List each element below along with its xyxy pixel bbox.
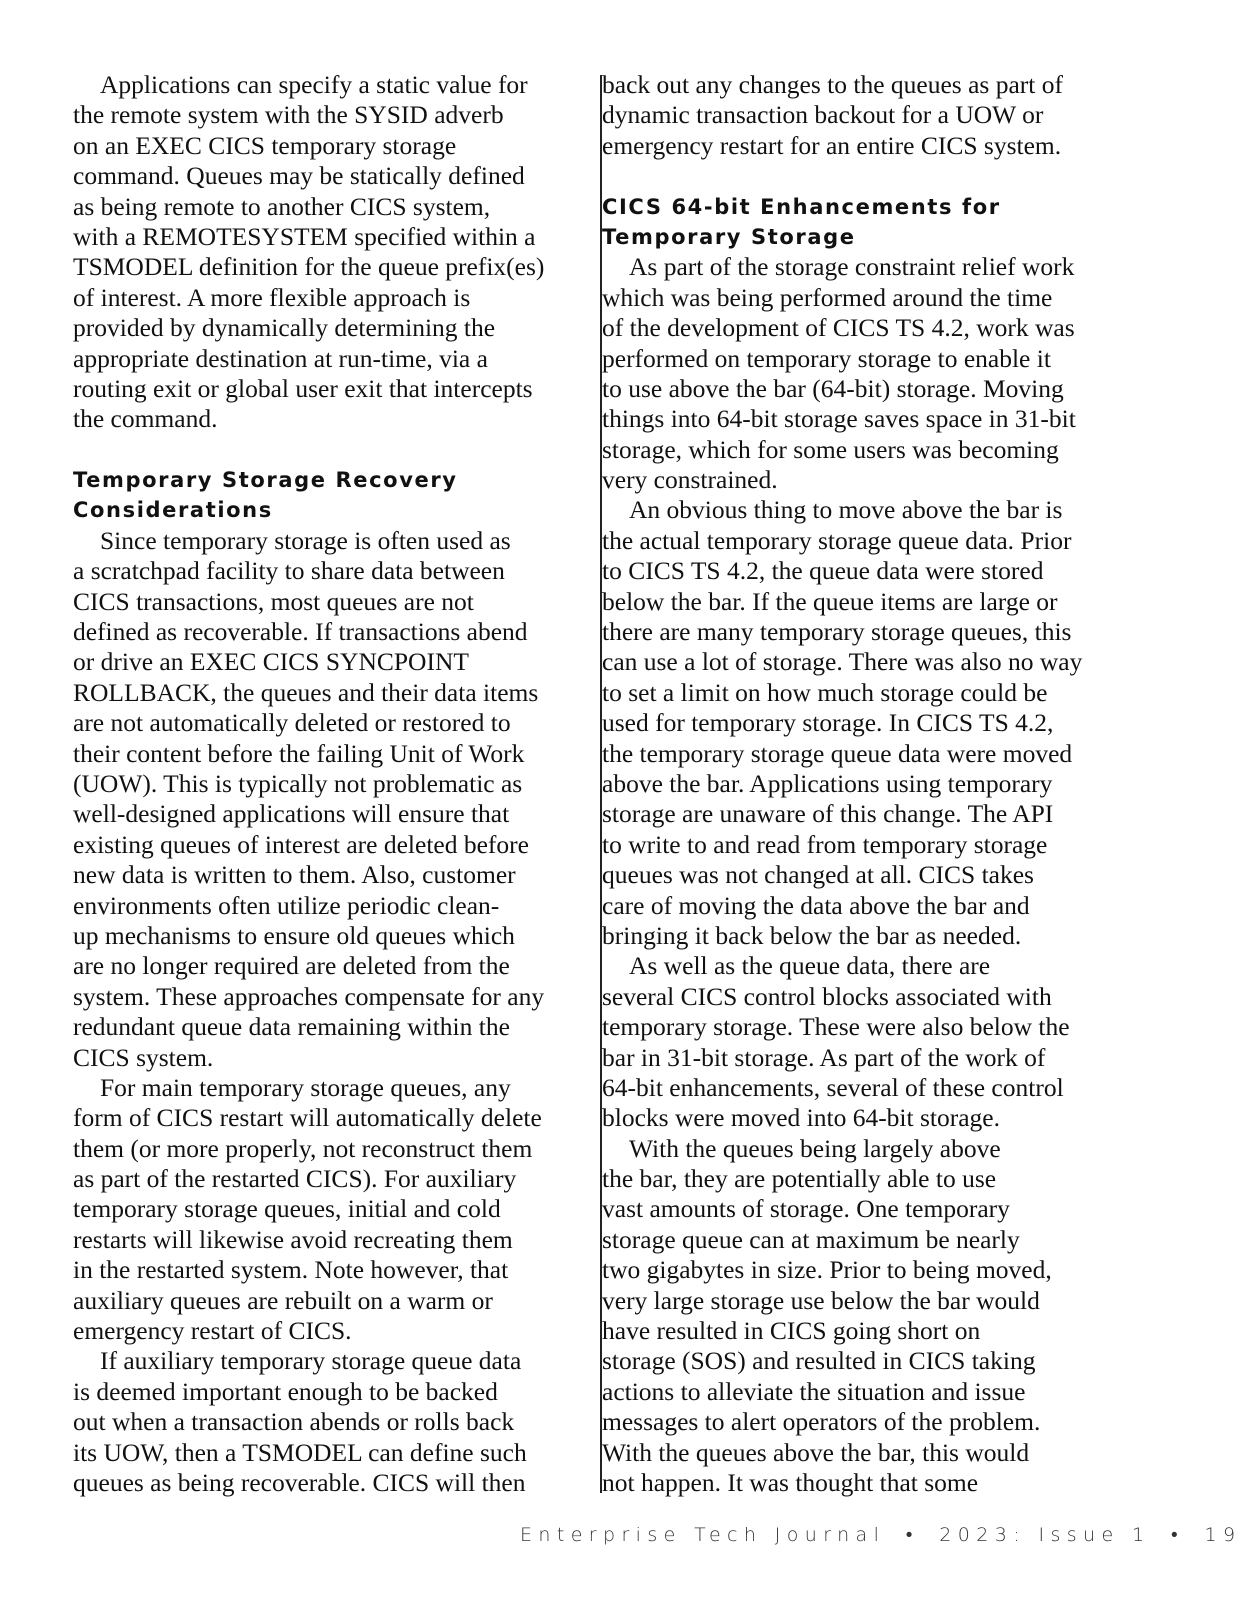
text-line: queues as being recoverable. CICS will then [73,1467,526,1497]
paragraph [602,1134,1107,1499]
text-line: their content before the failing Unit of Work [73,738,525,768]
text-line: With the queues above the bar, this would [602,1437,1030,1467]
text-line: the command. [73,404,218,434]
text-line: below the bar. If the queue items are large or [602,586,1058,616]
text-line: messages to alert operators of the problem. [602,1407,1041,1437]
bullet-separator: • [1170,1524,1185,1546]
text-line: system. These approaches compensate for any [73,981,545,1011]
text-line: its UOW, then a TSMODEL can define such [73,1437,527,1467]
text-line: CICS transactions, most queues are not [73,586,474,616]
text-line: used for temporary storage. In CICS TS 4.2, [602,708,1054,738]
text-line: up mechanisms to ensure old queues which [73,920,515,950]
text-line: Since temporary storage is often used as [100,525,511,555]
text-line: several CICS control blocks associated with [602,981,1052,1011]
text-line: not happen. It was thought that some [602,1467,979,1497]
text-line: storage (SOS) and resulted in CICS taking [602,1346,1036,1376]
text-line: If auxiliary temporary storage queue data [100,1346,522,1376]
paragraph [602,252,1107,495]
section-heading [73,465,573,526]
text-line: blocks were moved into 64-bit storage. [602,1103,1000,1133]
text-line: above the bar. Applications using temporary [602,768,1053,798]
text-line: have resulted in CICS going short on [602,1316,981,1346]
text-line: out when a transaction abends or rolls back [73,1407,515,1437]
heading-line: Considerations [73,498,273,523]
paragraph [602,495,1107,951]
text-line: on an EXEC CICS temporary storage [73,130,457,160]
text-line: of interest. A more flexible approach is [73,282,471,312]
text-line: (UOW). This is typically not problematic as [73,768,523,798]
page-footer [520,1524,1241,1547]
text-line: to write to and read from temporary storage [602,829,1048,859]
text-line: new data is written to them. Also, customer [73,860,516,890]
text-line: storage are unaware of this change. The API [602,799,1054,829]
text-line: storage, which for some users was becoming [602,434,1059,464]
text-line: temporary storage. These were also below the [602,1012,1070,1042]
paragraph [602,70,1107,161]
text-line: performed on temporary storage to enable it [602,343,1051,373]
text-line: emergency restart of CICS. [73,1316,352,1346]
text-line: routing exit or global user exit that intercepts [73,373,533,403]
text-line: Applications can specify a static value for [100,70,528,99]
text-line: them (or more properly, not reconstruct them [73,1133,533,1163]
text-line: care of moving the data above the bar and [602,890,1030,920]
text-line: CICS system. [73,1042,214,1072]
paragraph [73,1346,573,1498]
text-line: queues was not changed at all. CICS takes [602,860,1034,890]
heading-line: Temporary Storage Recovery [73,468,458,493]
text-line: the remote system with the SYSID adverb [73,100,504,130]
text-line: to CICS TS 4.2, the queue data were stored [602,556,1044,586]
text-line: to use above the bar (64-bit) storage. Moving [602,373,1064,403]
text-line: actions to alleviate the situation and issue [602,1376,1026,1406]
text-line: dynamic transaction backout for a UOW or [602,100,1044,130]
text-line: provided by dynamically determining the [73,313,496,343]
text-line: well-designed applications will ensure that [73,799,510,829]
text-line: As well as the queue data, there are [629,951,991,981]
text-line: emergency restart for an entire CICS system. [602,130,1062,160]
text-line: ROLLBACK, the queues and their data items [73,677,539,707]
text-line: which was being performed around the time [602,282,1053,312]
page-number: 19 [1204,1524,1241,1546]
paragraph [73,70,573,435]
spacer [73,435,573,465]
text-line: With the queues being largely above [629,1133,1001,1163]
text-line: back out any changes to the queues as part of [602,70,1063,99]
text-line: are no longer required are deleted from the [73,951,510,981]
text-line: existing queues of interest are deleted before [73,829,529,859]
text-line: as being remote to another CICS system, [73,191,491,221]
text-line: of the development of CICS TS 4.2, work was [602,313,1075,343]
text-line: storage queue can at maximum be nearly [602,1224,1020,1254]
issue-label: 2023: Issue 1 [939,1524,1151,1546]
text-line: vast amounts of storage. One temporary [602,1194,1010,1224]
text-line: bringing it back below the bar as needed. [602,920,1022,950]
section-heading [602,192,1107,253]
text-line: to set a limit on how much storage could be [602,677,1048,707]
text-line: form of CICS restart will automatically delete [73,1103,542,1133]
text-line: a scratchpad facility to share data between [73,556,505,586]
text-line: 64-bit enhancements, several of these control [602,1072,1064,1102]
text-line: TSMODEL definition for the queue prefix(es) [73,252,545,282]
text-line: very large storage use below the bar would [602,1285,1040,1315]
paragraph [73,1073,573,1347]
text-line: there are many temporary storage queues, this [602,617,1072,647]
text-line: the bar, they are potentially able to use [602,1164,997,1194]
text-line: restarts will likewise avoid recreating them [73,1224,513,1254]
text-line: temporary storage queues, initial and cold [73,1194,501,1224]
text-line: is deemed important enough to be backed [73,1376,498,1406]
text-line: are not automatically deleted or restored to [73,708,511,738]
text-line: As part of the storage constraint relief work [629,252,1075,282]
text-line: things into 64-bit storage saves space in 31-bit [602,404,1076,434]
text-line: command. Queues may be statically defined [73,161,525,191]
text-line: in the restarted system. Note however, that [73,1255,509,1285]
text-line: redundant queue data remaining within the [73,1012,510,1042]
right-column [602,70,1107,1498]
text-line: two gigabytes in size. Prior to being moved, [602,1255,1052,1285]
text-line: appropriate destination at run-time, via a [73,343,488,373]
text-line: or drive an EXEC CICS SYNCPOINT [73,647,469,677]
text-line: An obvious thing to move above the bar is [629,495,1063,525]
bullet-separator: • [905,1524,919,1546]
text-line: environments often utilize periodic clean- [73,890,500,920]
heading-line: CICS 64-bit Enhancements for [602,194,1001,219]
spacer [602,161,1107,191]
text-line: the temporary storage queue data were moved [602,738,1073,768]
text-line: auxiliary queues are rebuilt on a warm or [73,1285,493,1315]
left-column [73,70,573,1498]
paragraph [73,526,573,1073]
text-line: very constrained. [602,465,778,495]
publication-name: Enterprise Tech Journal [520,1524,886,1546]
text-line: the actual temporary storage queue data. Prior [602,525,1072,555]
text-line: with a REMOTESYSTEM specified within a [73,221,536,251]
text-line: defined as recoverable. If transactions abend [73,617,528,647]
paragraph [602,951,1107,1133]
heading-line: Temporary Storage [602,224,856,249]
text-line: bar in 31-bit storage. As part of the work of [602,1042,1046,1072]
text-line: can use a lot of storage. There was also no way [602,647,1083,677]
text-line: For main temporary storage queues, any [100,1072,511,1102]
text-line: as part of the restarted CICS). For auxiliary [73,1164,517,1194]
